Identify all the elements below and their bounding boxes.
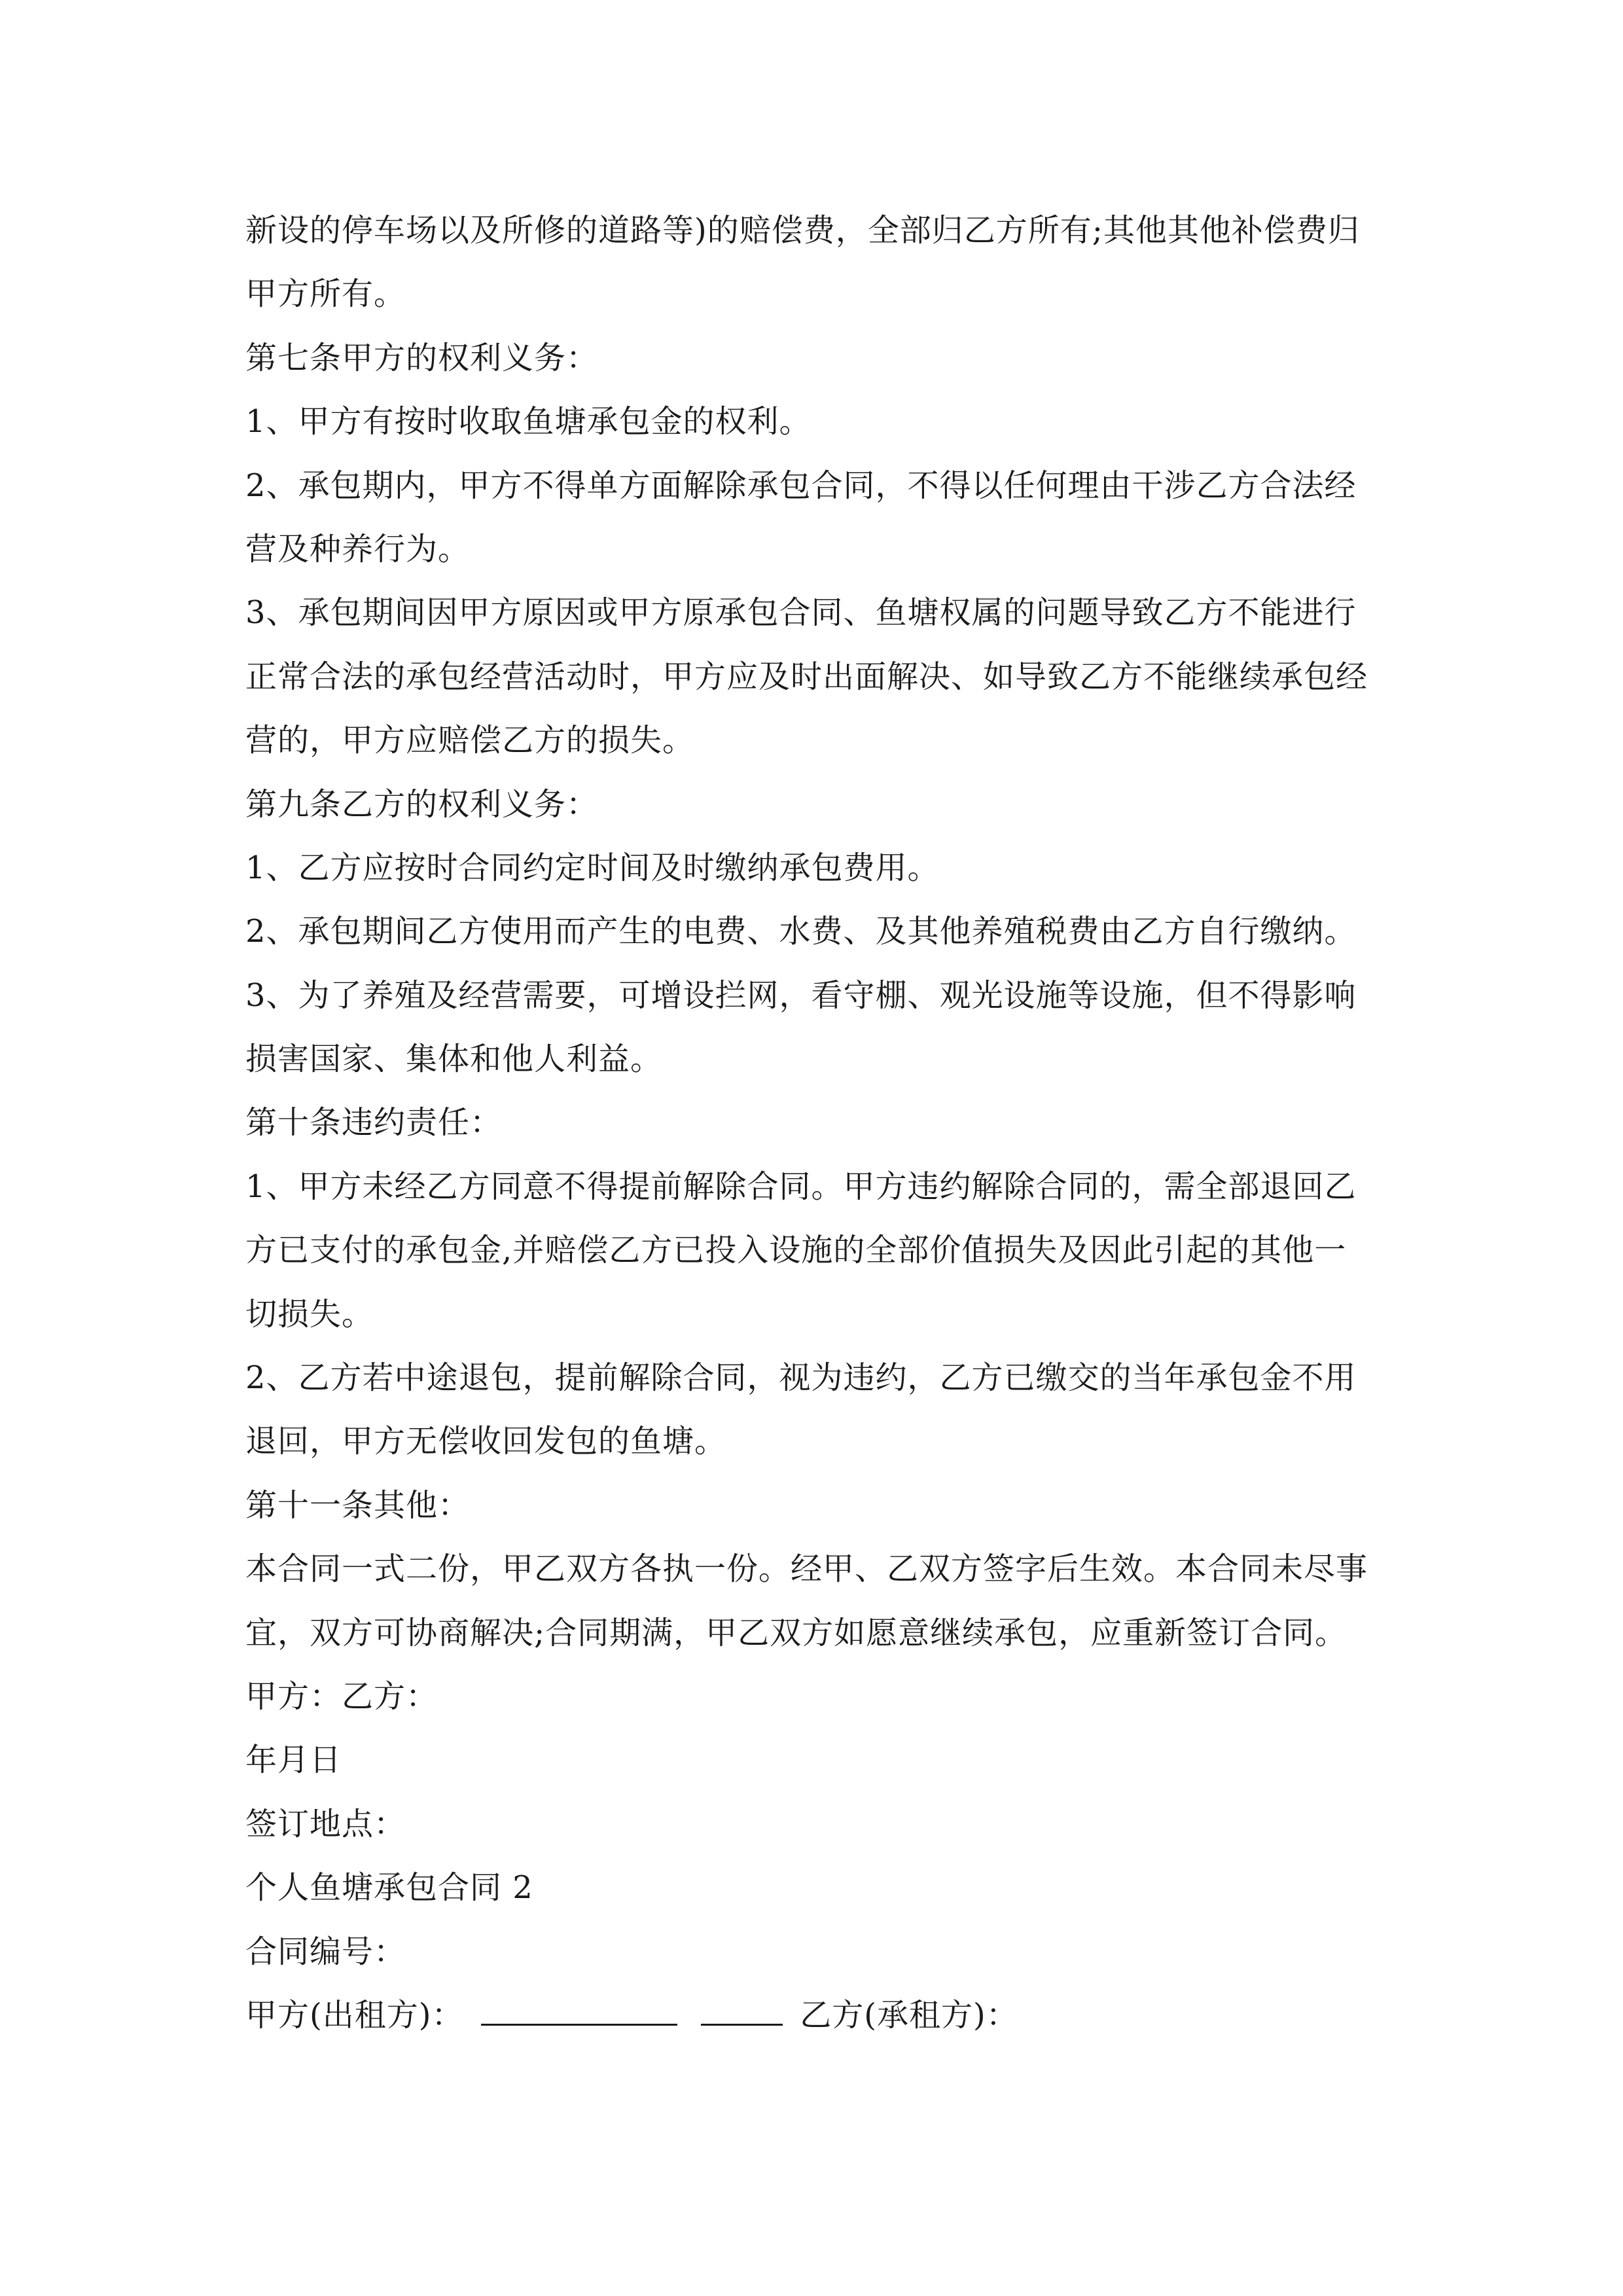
text-line: 1、甲方有按时收取鱼塘承包金的权利。 [245, 403, 812, 440]
text-line: 2、承包期间乙方使用而产生的电费、水费、及其他养殖税费由乙方自行缴纳。 [245, 913, 1357, 950]
signing-place-line: 签订地点： [245, 1805, 406, 1842]
section-heading: 第七条甲方的权利义务： [245, 339, 599, 376]
signature-line: 甲方：乙方： [245, 1677, 438, 1715]
document-body [245, 199, 1384, 2047]
party-a-blank-extra [701, 1986, 783, 2026]
text-line: 2、承包期内，甲方不得单方面解除承包合同，不得以任何理由干涉乙方合法经 [245, 467, 1357, 504]
parties-line [245, 1984, 1384, 2047]
text-line: 新设的停车场以及所修的道路等)的赔偿费，全部归乙方所有;其他其他补偿费归 [245, 212, 1360, 249]
section-heading: 第十条违约责任： [245, 1104, 503, 1141]
contract-number-line: 合同编号： [245, 1933, 406, 1970]
text-line: 3、承包期间因甲方原因或甲方原承包合同、鱼塘权属的问题导致乙方不能进行 [245, 594, 1357, 632]
text-line: 切损失。 [245, 1295, 374, 1333]
section-heading: 第九条乙方的权利义务： [245, 785, 599, 823]
text-line: 本合同一式二份，甲乙双方各执一份。经甲、乙双方签字后生效。本合同未尽事 [245, 1551, 1368, 1588]
date-line: 年月日 [245, 1742, 342, 1779]
text-line: 损害国家、集体和他人利益。 [245, 1041, 663, 1078]
text-line: 1、乙方应按时合同约定时间及时缴纳承包费用。 [245, 849, 940, 886]
text-line: 方已支付的承包金,并赔偿乙方已投入设施的全部价值损失及因此引起的其他一 [245, 1232, 1347, 1269]
text-line: 1、甲方未经乙方同意不得提前解除合同。甲方违约解除合同的，需全部退回乙 [245, 1168, 1357, 1205]
section-heading: 第十一条其他： [245, 1486, 471, 1524]
text-line: 2、乙方若中途退包，提前解除合同，视为违约，乙方已缴交的当年承包金不用 [245, 1359, 1357, 1397]
text-line: 宜，双方可协商解决;合同期满，甲乙双方如愿意继续承包，应重新签订合同。 [245, 1614, 1347, 1651]
text-line: 甲方所有。 [245, 276, 406, 313]
text-line: 正常合法的承包经营活动时，甲方应及时出面解决、如导致乙方不能继续承包经 [245, 658, 1368, 695]
text-line: 营的，甲方应赔偿乙方的损失。 [245, 722, 695, 759]
text-line: 退回，甲方无偿收回发包的鱼塘。 [245, 1423, 727, 1460]
party-a-label: 甲方(出租方)： [245, 1996, 464, 2034]
text-line: 3、为了养殖及经营需要，可增设拦网，看守棚、观光设施等设施，但不得影响 [245, 977, 1357, 1014]
text-line: 营及种养行为。 [245, 530, 471, 567]
party-a-blank [481, 1986, 677, 2026]
party-b-label: 乙方(承租方)： [800, 1996, 1018, 2034]
contract-title: 个人鱼塘承包合同 2 [245, 1869, 533, 1907]
